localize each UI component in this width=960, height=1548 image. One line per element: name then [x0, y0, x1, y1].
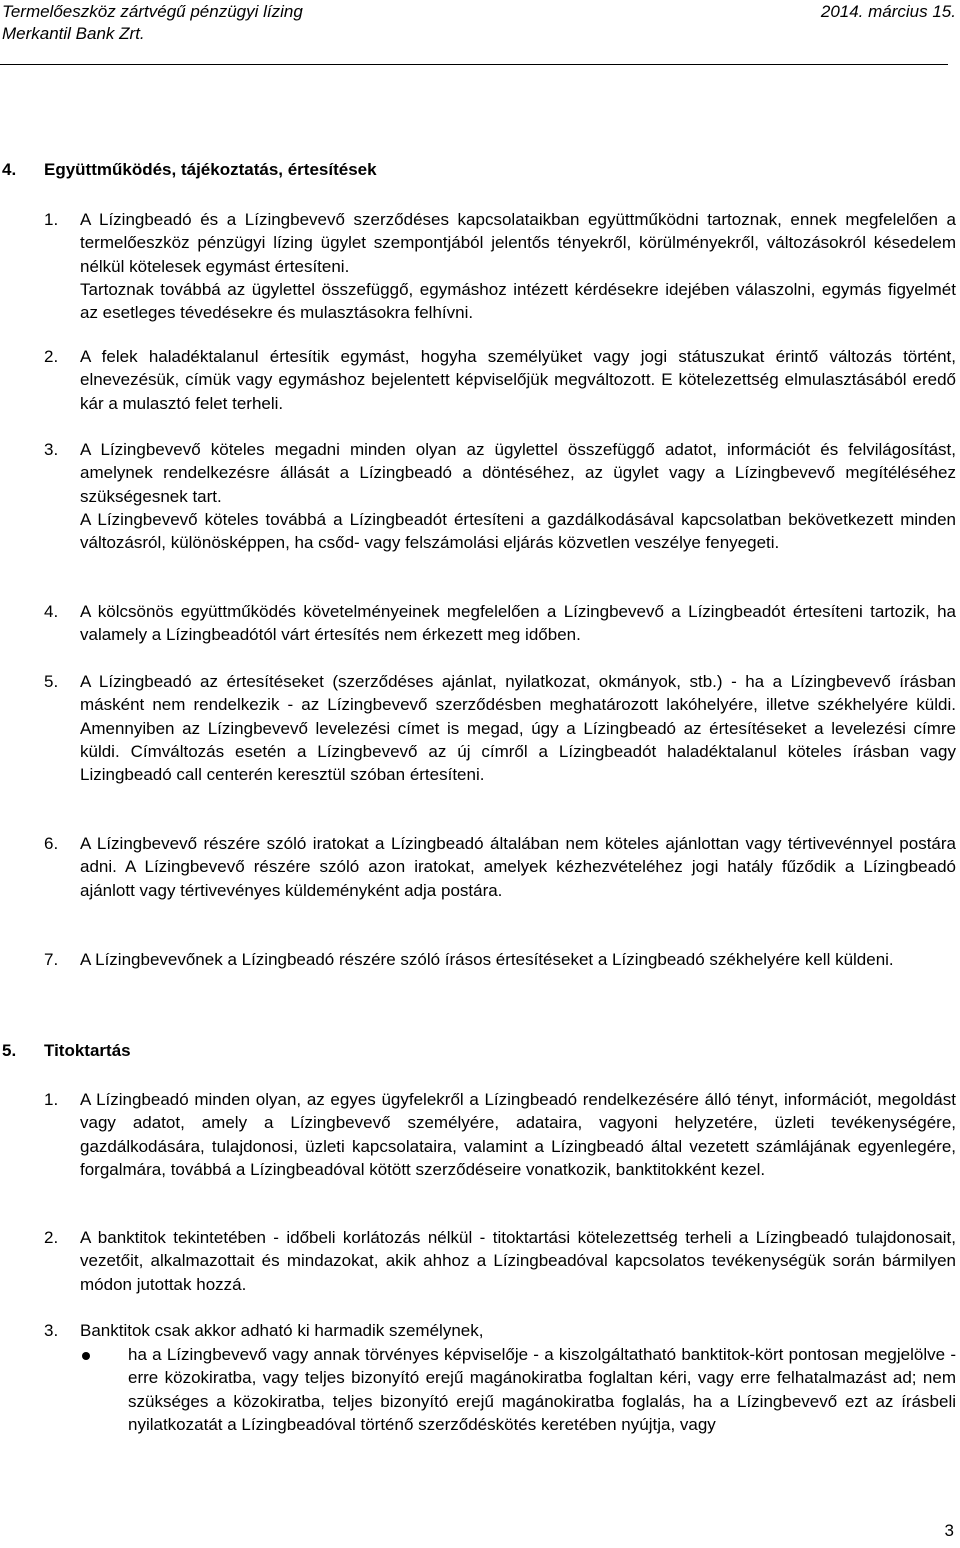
bullet-text: ha a Lízingbevevő vagy annak törvényes képviselője - a kiszolgáltatható banktitok-kört pontosan megjelölve - erre közokiratba, vagy teljes bizonyító erejű magánokiratba foglaltan kéri, vagy erre felhatalmazást ad; nem szükséges a közokiratba, teljes bizonyító erejű magánokiratba foglalás, ha a Lízingbevevő ezt az írásbeli nyilatkozatát a Lízingbeadóval történő szerződéskötés keretében nyújtja, vagy [128, 1345, 956, 1434]
item-number: 3. [44, 440, 59, 459]
paragraph: A felek haladéktalanul értesítik egymást, hogyha személyüket vagy jogi státuszukat érintő változás történt, elnevezésük, címük vagy egymáshoz bejelentett képviselőjük megváltozott. E kötelezettség elmulasztásából eredő kár a mulasztó felet terheli. [80, 347, 956, 413]
item-text [80, 1319, 956, 1342]
paragraph: A kölcsönös együttműködés követelményeinek megfelelően a Lízingbevevő a Lízingbeadót értesíteni tartozik, ha valamely a Lízingbeadótól várt értesítés nem érkezett meg időben. [80, 602, 956, 645]
item-text [80, 278, 956, 325]
item-number: 6. [44, 834, 59, 853]
section-number: 5. [2, 1041, 17, 1060]
paragraph: A Lízingbevevő köteles megadni minden olyan az ügylettel összefüggő adatot, információt és felvilágosítást, amelynek rendelkezésre állását a Lízingbeadó a döntéséhez, az ügylet vagy a Lízingbevevő megítéléséhez szükségesnek tart. [80, 440, 956, 506]
paragraph: A Lízingbeadó és a Lízingbevevő szerződéses kapcsolataikban együttműködni tartoznak, ennek megfelelően a termelőeszköz pénzügyi lízing ügylet szempontjából jelentős tényekről, körülményekről, változásokról késedelem nélkül kötelesek egymást értesíteni. [80, 210, 956, 276]
item-text [80, 832, 956, 902]
paragraph: A Lízingbeadó minden olyan, az egyes ügyfelekről a Lízingbeadó rendelkezésére álló tényt, információt, megoldást vagy adatot, amely a Lízingbevevő személyére, adataira, vagyoni helyzetére, üzleti tevékenységére, gazdálkodására, tulajdonosi, üzleti kapcsolataira, valamint a Lízingbeadó által vezetett számlájának egyenlegére, forgalmára, továbbá a Lízingbeadóval kötött szerződéseire vonatkozik, banktitokként kezel. [80, 1090, 956, 1179]
section-number: 4. [2, 160, 17, 179]
item-text [80, 438, 956, 554]
item-number: 3. [44, 1321, 59, 1340]
page-number: 3 [944, 1521, 954, 1540]
bank-name: Merkantil Bank Zrt. [2, 24, 145, 43]
paragraph: A Lízingbevevő köteles továbbá a Lízingbeadót értesíteni a gazdálkodásával kapcsolatban bekövetkezett minden változásról, különösképpen, ha csőd- vagy felszámolási eljárás közvetlen veszélye fenyegeti. [80, 509, 956, 553]
item-number: 1. [44, 1090, 59, 1109]
item-number: 1. [44, 210, 59, 229]
bullet-icon [82, 1352, 90, 1360]
item-number: 7. [44, 950, 59, 969]
paragraph: A Lízingbevevőnek a Lízingbeadó részére szóló írásos értesítéseket a Lízingbeadó székhelyére kell küldeni. [80, 950, 894, 969]
paragraph: A Lízingbeadó az értesítéseket (szerződéses ajánlat, nyilatkozat, okmányok, stb.) - ha a Lízingbevevő írásban másként nem rendelkezik - az Lízingbevevő szerződésben meghatározott lakóhelyére, illetve székhelyére küldi. Amennyiben az Lízingbevevő levelezési címet is megad, úgy a Lízingbeadó az értesítéseket a levelezési címre küldi. Címváltozás esetén a Lízingbevevő az új címről a Lízingbeadót haladéktalanul köteles írásban vagy Lizingbeadó call centerén keresztül szóban értesíteni. [80, 672, 956, 785]
item-text [80, 1088, 956, 1181]
item-text [80, 670, 956, 786]
section-heading: Együttműködés, tájékoztatás, értesítések [44, 160, 377, 179]
item-number: 2. [44, 1228, 59, 1247]
item-text [80, 600, 956, 647]
paragraph: A banktitok tekintetében - időbeli korlátozás nélkül - titoktartási kötelezettség terheli a Lízingbeadó tulajdonosait, vezetőit, alkalmazottait és mindazokat, akik ahhoz a Lízingbeadóval kapcsolatos tevékenységük során bármilyen módon jutottak hozzá. [80, 1228, 956, 1294]
item-number: 5. [44, 672, 59, 691]
document-title: Termelőeszköz zártvégű pénzügyi lízing [2, 2, 303, 21]
section-heading: Titoktartás [44, 1041, 131, 1060]
item-text [80, 345, 956, 415]
item-text [80, 208, 956, 278]
page-header [0, 0, 960, 68]
paragraph: Banktitok csak akkor adható ki harmadik személynek, [80, 1321, 484, 1340]
paragraph: A Lízingbevevő részére szóló iratokat a Lízingbeadó általában nem köteles ajánlottan vagy tértivevénnyel postára adni. A Lízingbevevő részére szóló azon iratokat, amelyek kézhezvételéhez jogi hatály fűződik a Lízingbeadó ajánlott vagy tértivevényes küldeményként adja postára. [80, 834, 956, 900]
paragraph: Tartoznak továbbá az ügylettel összefüggő, egymáshoz intézett kérdésekre idejében válaszolni, egymás figyelmét az esetleges tévedésekre és mulasztásokra felhívni. [80, 280, 956, 323]
item-number: 2. [44, 347, 59, 366]
document-date: 2014. március 15. [820, 2, 956, 21]
item-number: 4. [44, 602, 59, 621]
item-text [80, 1226, 956, 1296]
item-text [80, 948, 956, 971]
header-divider [0, 64, 948, 65]
